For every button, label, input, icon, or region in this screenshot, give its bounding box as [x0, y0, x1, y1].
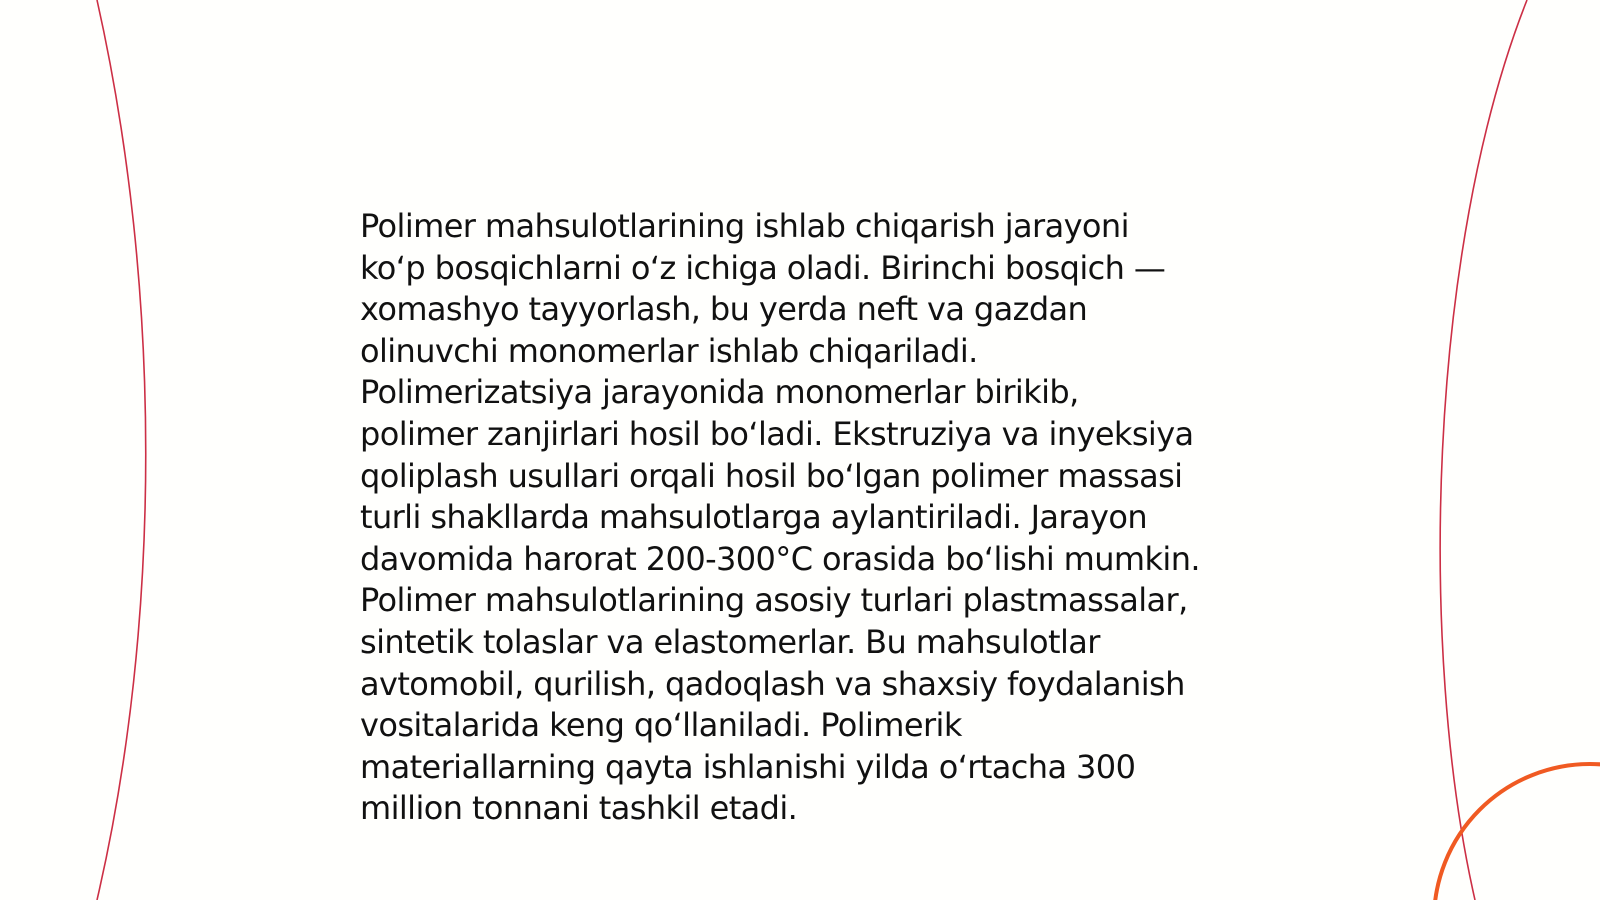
accent-circle-outline: [1434, 764, 1600, 900]
right-curve-line: [1440, 0, 1527, 900]
body-paragraph: Polimer mahsulotlarining ishlab chiqarish jarayoni ko‘p bosqichlarni o‘z ichiga oladi. Birinchi bosqich — xomashyo tayyorlash, bu yerda neft va gazdan olinuvchi monomerlar ishlab chiqariladi. Polimerizatsiya jarayonida monomerlar birikib, polimer zanjirlari hosil bo‘ladi. Ekstruziya va inyeksiya qoliplash usullari orqali hosil bo‘lgan polimer massasi turli shakllarda mahsulotlarga aylantiriladi. Jarayon davomida harorat 200-300°C orasida bo‘lishi mumkin. Polimer mahsulotlarining asosiy turlari plastmassalar, sintetik tolaslar va elastomerlar. Bu mahsulotlar avtomobil, qurilish, qadoqlash va shaxsiy foydalanish vositalarida keng qo‘llaniladi. Polimerik materiallarning qayta ishlanishi yilda o‘rtacha 300 million tonnani tashkil etadi.: [360, 207, 1200, 828]
left-curve-line: [97, 0, 146, 900]
